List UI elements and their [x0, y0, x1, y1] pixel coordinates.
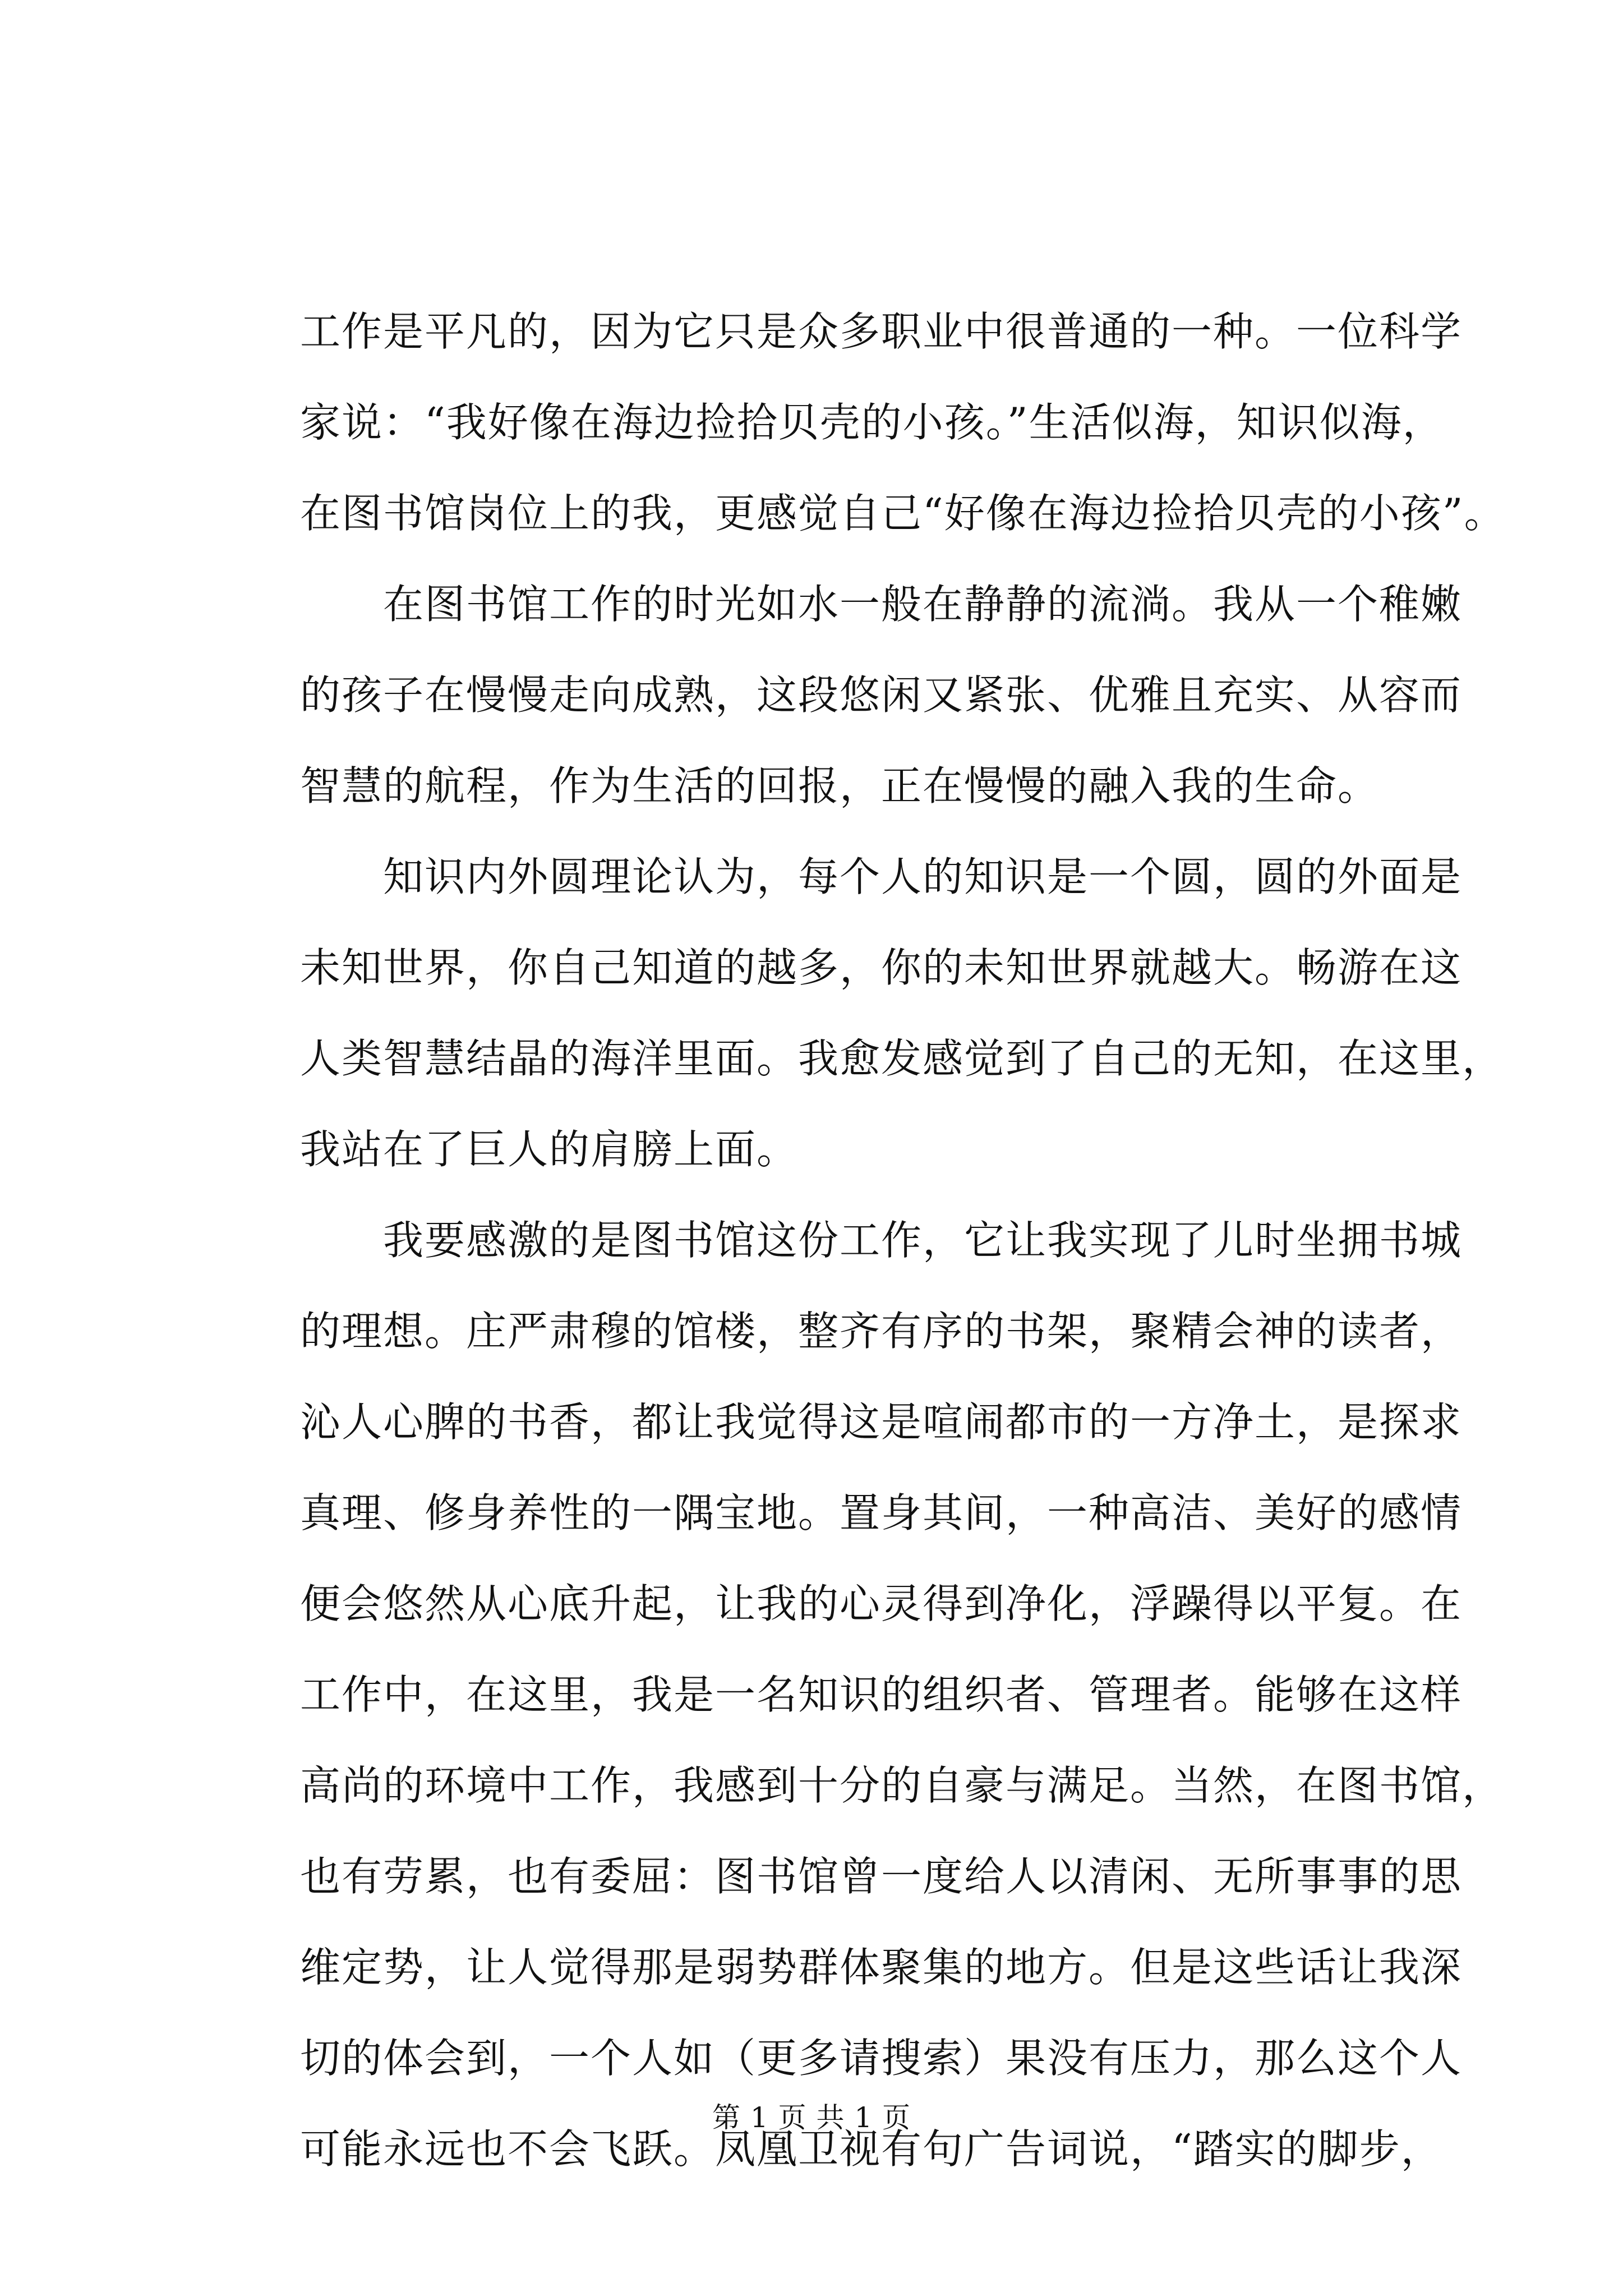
text-line: 沁人心脾的书香，都让我觉得这是喧闹都市的一方净土，是探求: [300, 1398, 1463, 1446]
text-line: 也有劳累，也有委屈：图书馆曾一度给人以清闲、无所事事的思: [300, 1853, 1463, 1900]
text-line: 工作是平凡的，因为它只是众多职业中很普通的一种。一位科学: [300, 308, 1463, 355]
text-line: 可能永远也不会飞跃。凤凰卫视有句广告词说，“踏实的脚步，: [300, 2125, 1442, 2173]
text-line: 工作中，在这里，我是一名知识的组织者、管理者。能够在这样: [300, 1671, 1463, 1718]
text-line: 在图书馆工作的时光如水一般在静静的流淌。我从一个稚嫩: [300, 581, 1463, 628]
text-line: 维定势，让人觉得那是弱势群体聚集的地方。但是这些话让我深: [300, 1944, 1463, 1991]
text-line: 的孩子在慢慢走向成熟，这段悠闲又紧张、优雅且充实、从容而: [300, 671, 1463, 719]
text-line: 家说：“我好像在海边捡拾贝壳的小孩。”生活似海，知识似海，: [300, 399, 1444, 446]
text-line: 高尚的环境中工作，我感到十分的自豪与满足。当然，在图书馆，: [300, 1762, 1504, 1809]
text-line: 便会悠然从心底升起，让我的心灵得到净化，浮躁得以平复。在: [300, 1580, 1463, 1627]
text-line: 在图书馆岗位上的我，更感觉自己“好像在海边捡拾贝壳的小孩”。: [300, 490, 1506, 537]
text-line: 未知世界，你自己知道的越多，你的未知世界就越大。畅游在这: [300, 944, 1463, 991]
text-line: 我要感激的是图书馆这份工作，它让我实现了儿时坐拥书城: [300, 1217, 1463, 1264]
document-body: [300, 286, 1506, 2194]
text-line: 的理想。庄严肃穆的馆楼，整齐有序的书架，聚精会神的读者，: [300, 1308, 1463, 1355]
text-line: 真理、修身养性的一隅宝地。置身其间，一种高洁、美好的感情: [300, 1489, 1463, 1536]
text-line: 切的体会到，一个人如（更多请搜索）果没有压力，那么这个人: [300, 2035, 1463, 2082]
text-line: 我站在了巨人的肩膀上面。: [300, 1126, 799, 1173]
text-line: 智慧的航程，作为生活的回报，正在慢慢的融入我的生命。: [300, 762, 1380, 809]
page-number-footer: 第 1 页 共 1 页: [712, 2101, 911, 2134]
text-line: 人类智慧结晶的海洋里面。我愈发感觉到了自己的无知，在这里，: [300, 1035, 1504, 1082]
text-line: 知识内外圆理论认为，每个人的知识是一个圆，圆的外面是: [300, 853, 1463, 900]
